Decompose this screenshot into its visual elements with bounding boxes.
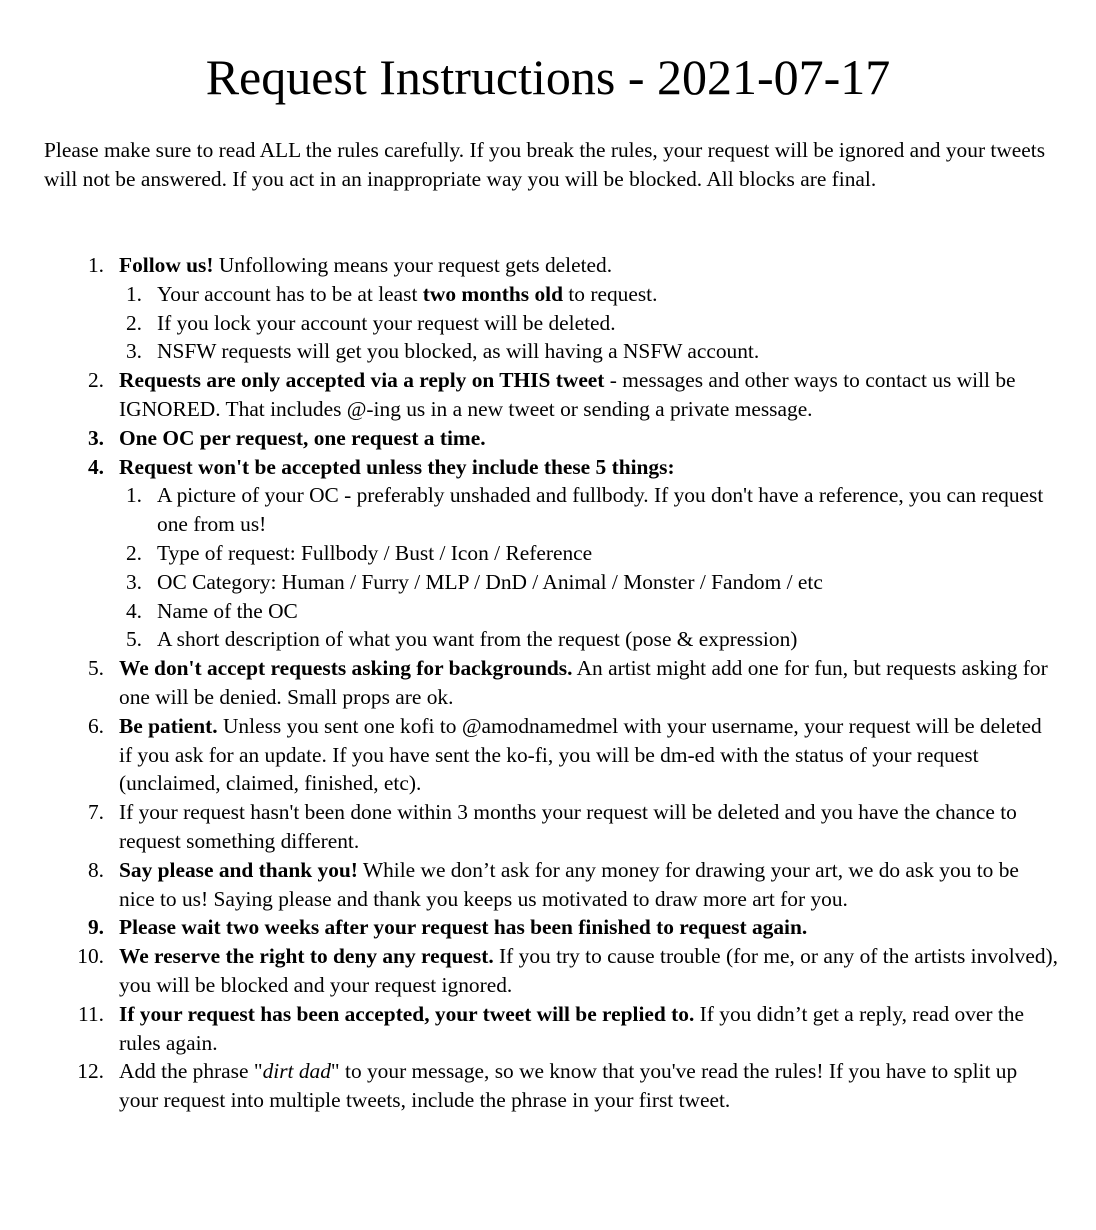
rule-bold-text: We reserve the right to deny any request. (119, 944, 494, 969)
rule-number: 12. (77, 1059, 104, 1084)
rule-item (0, 251, 1059, 280)
rule-item (0, 1000, 1059, 1058)
rule-item (0, 424, 1059, 453)
sub-rule-text: Type of request: Fullbody / Bust / Icon / Reference (157, 540, 593, 565)
rule-number: 6. (87, 713, 104, 738)
sub-rule-number: 1. (125, 281, 142, 306)
sub-rule-item (0, 597, 1057, 626)
rule-item (0, 366, 1059, 424)
sub-rule-text: Your account has to be at least (157, 281, 423, 306)
rule-bold-text: If your request has been accepted, your tweet will be replied to. (119, 1001, 695, 1026)
sub-rule-item (0, 539, 1057, 568)
sub-rule-bold-text: two months old (422, 281, 564, 306)
rule-text: If you try to cause trouble (for me, or any of the artists involved), you will be blocked and your request ignored. (119, 944, 1059, 997)
rule-number: 7. (87, 800, 104, 825)
sub-rule-number: 2. (125, 310, 142, 335)
sub-rule-item (0, 481, 1057, 539)
rule-bold-text: Follow us! (119, 253, 214, 277)
sub-rule-item (0, 568, 1057, 597)
rule-text: While we don’t ask for any money for drawing your art, we do ask you to be nice to us! Saying please and thank you keeps us motivated to draw more art for you. (119, 857, 1019, 911)
rule-item (0, 1057, 1059, 1115)
rule-item (0, 856, 1059, 914)
rule-number: 9. (87, 915, 104, 940)
sub-rule-item (0, 337, 1057, 366)
rule-item (0, 712, 1059, 798)
rule-text: Unless you sent one kofi to @amodnamedmel with your username, your request will be deleted if you ask for an update. If you have sent the ko-fi, you will be dm-ed with the status of your request (unclaimed, claimed, finished, etc). (119, 713, 1042, 796)
rule-item (0, 654, 1059, 712)
rule-bold-text: One OC per request, one request a time. (119, 425, 486, 450)
rule-bold-text: Request won't be accepted unless they include these 5 things: (119, 454, 675, 479)
rule-number: 1. (87, 253, 104, 277)
sub-rule-text: If you lock your account your request will be deleted. (157, 310, 616, 335)
rule-italic-phrase: dirt dad (262, 1059, 331, 1084)
sub-rule-number: 3. (125, 569, 142, 594)
sub-rule-number: 1. (125, 483, 142, 508)
rules-list (0, 251, 1096, 1115)
sub-rule-text: NSFW requests will get you blocked, as will having a NSFW account. (157, 339, 760, 364)
rule-bold-text: We don't accept requests asking for backgrounds. (119, 656, 573, 681)
rule-bold-text: Say please and thank you! (119, 857, 358, 882)
rule-text: An artist might add one for fun, but requests asking for one will be denied. Small props are ok. (119, 656, 1048, 709)
rule-number: 11. (78, 1001, 104, 1026)
sub-rule-number: 3. (125, 339, 142, 364)
rule-item (0, 913, 1059, 942)
rule-bold-text: Be patient. (119, 713, 218, 738)
rule-bold-text: Requests are only accepted via a reply on THIS tweet (119, 368, 605, 393)
rule-text: " to your message, so we know that you've read the rules! If you have to split up your request into multiple tweets, include the phrase in your first tweet. (119, 1059, 1018, 1113)
intro-paragraph: Please make sure to read ALL the rules carefully. If you break the rules, your request will be ignored and your tweets will not be answered. If you act in an inappropriate way you will be blocked. All blocks are final. (44, 138, 1046, 191)
sub-rule-item (0, 309, 1057, 338)
rule-text: Add the phrase " (119, 1059, 263, 1084)
rule-number: 4. (87, 454, 104, 479)
rule-number: 3. (87, 425, 104, 450)
sub-rule-text: Name of the OC (157, 598, 298, 623)
sub-rule-text: to request. (563, 281, 658, 306)
rule-bold-text: Please wait two weeks after your request has been finished to request again. (119, 915, 808, 940)
sub-rule-item (0, 280, 1057, 309)
sub-rule-text: OC Category: Human / Furry / MLP / DnD / Animal / Monster / Fandom / etc (157, 569, 823, 594)
sub-rule-text: A picture of your OC - preferably unshaded and fullbody. If you don't have a reference, you can request one from us! (157, 483, 1044, 537)
rule-number: 10. (77, 944, 104, 969)
rule-number: 5. (87, 656, 104, 681)
sub-rule-number: 2. (125, 540, 142, 565)
rule-text: Unfollowing means your request gets deleted. (213, 253, 613, 277)
page-title: Request Instructions - 2021-07-17 (205, 49, 891, 105)
sub-rule-number: 5. (125, 627, 142, 652)
sub-rule-text: A short description of what you want from the request (pose & expression) (157, 627, 798, 652)
rule-item (0, 798, 1059, 856)
rule-number: 8. (87, 857, 104, 882)
rule-item (0, 453, 1059, 482)
sub-rule-number: 4. (125, 598, 142, 623)
rule-item (0, 942, 1059, 1000)
sub-rule-item (0, 625, 1057, 654)
rule-text: If you didn’t get a reply, read over the rules again. (119, 1001, 1024, 1055)
rule-text: - messages and other ways to contact us will be IGNORED. That includes @-ing us in a new tweet or sending a private message. (119, 368, 1016, 421)
rule-number: 2. (87, 368, 104, 393)
rule-text: If your request hasn't been done within 3 months your request will be deleted and you have the chance to request something different. (119, 800, 1017, 853)
